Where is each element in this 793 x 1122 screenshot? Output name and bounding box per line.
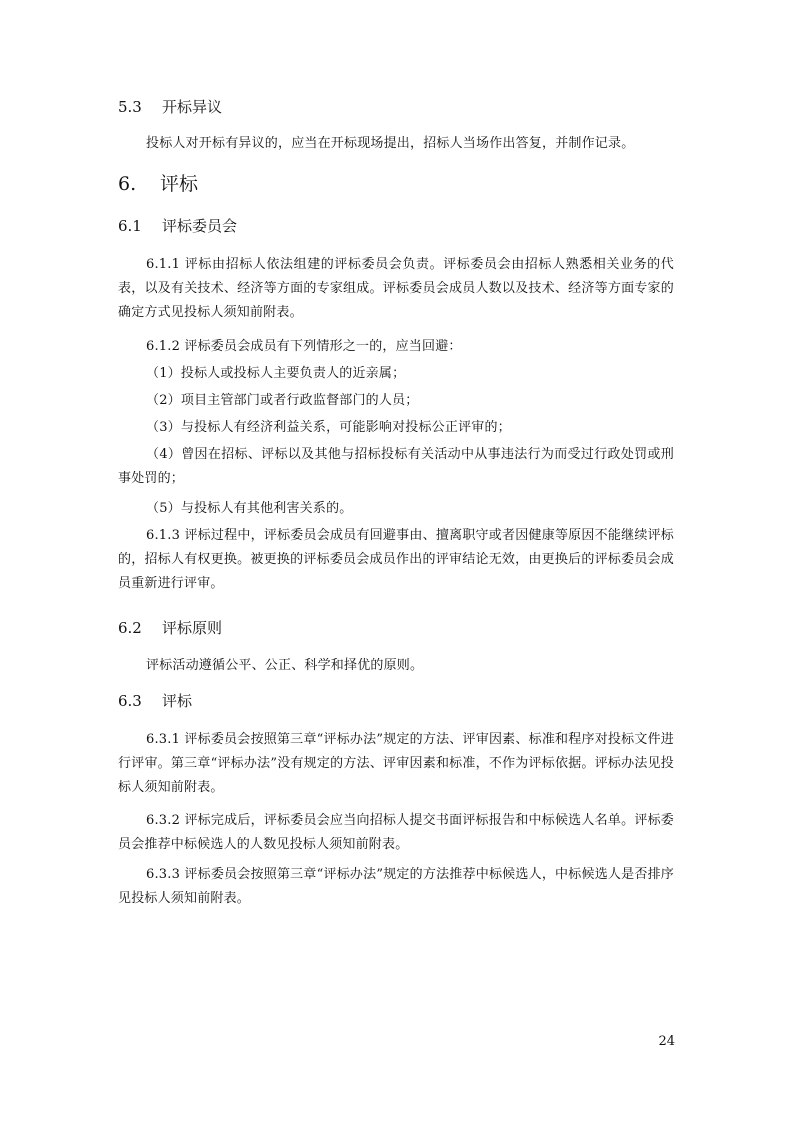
paragraph-6-1-1: 6.1.1 评标由招标人依法组建的评标委员会负责。评标委员会由招标人熟悉相关业务的代表，以及有关技术、经济等方面的专家组成。评标委员会成员人数以及技术、经济等方面专家的确定方式见投标人须知前附表。	[118, 257, 674, 320]
list-item: （3）与投标人有经济利益关系，可能影响对投标公正评审的；	[146, 420, 511, 435]
paragraph-6-2: 评标活动遵循公平、公正、科学和择优的原则。	[146, 658, 424, 673]
heading-number: 6.	[118, 173, 137, 195]
heading-number: 6.1	[118, 217, 142, 235]
heading-title: 评标	[160, 173, 199, 195]
heading-6-1	[118, 216, 237, 236]
list-item: （2）项目主管部门或者行政监督部门的人员；	[146, 393, 419, 408]
heading-5-3	[118, 97, 222, 117]
paragraph-6-3-1: 6.3.1 评标委员会按照第三章“评标办法”规定的方法、评审因素、标准和程序对投标文件进行评审。第三章“评标办法”没有规定的方法、评审因素和标准，不作为评标依据。评标办法见投标人须知前附表。	[118, 732, 674, 795]
paragraph-6-1-2: 6.1.2 评标委员会成员有下列情形之一的，应当回避：	[146, 339, 462, 354]
heading-number: 6.3	[118, 692, 142, 710]
paragraph-6-1-3: 6.1.3 评标过程中，评标委员会成员有回避事由、擅离职守或者因健康等原因不能继续评标的，招标人有权更换。被更换的评标委员会成员作出的评审结论无效，由更换后的评标委员会成员重新进行评审。	[118, 528, 674, 591]
heading-title: 开标异议	[162, 98, 223, 116]
list-item: （1）投标人或投标人主要负责人的近亲属；	[146, 366, 406, 381]
heading-6-2	[118, 618, 222, 638]
heading-title: 评标委员会	[162, 217, 238, 235]
list-item: （4）曾因在招标、评标以及其他与招标投标有关活动中从事违法行为而受过行政处罚或刑事处罚的；	[118, 447, 674, 486]
paragraph-6-3-3: 6.3.3 评标委员会按照第三章“评标办法”规定的方法推荐中标候选人，中标候选人是否排序见投标人须知前附表。	[118, 867, 674, 906]
paragraph-6-3-2: 6.3.2 评标完成后，评标委员会应当向招标人提交书面评标报告和中标候选人名单。评标委员会推荐中标候选人的人数见投标人须知前附表。	[118, 813, 674, 852]
page-number: 24	[658, 1034, 675, 1049]
heading-number: 5.3	[118, 98, 142, 116]
list-item: （5）与投标人有其他利害关系的。	[146, 501, 353, 516]
heading-title: 评标原则	[162, 619, 223, 637]
heading-number: 6.2	[118, 619, 142, 637]
heading-6-3	[118, 691, 192, 711]
heading-title: 评标	[162, 692, 193, 710]
heading-6	[118, 172, 198, 196]
paragraph-5-3: 投标人对开标有异议的，应当在开标现场提出，招标人当场作出答复，并制作记录。	[146, 136, 635, 151]
